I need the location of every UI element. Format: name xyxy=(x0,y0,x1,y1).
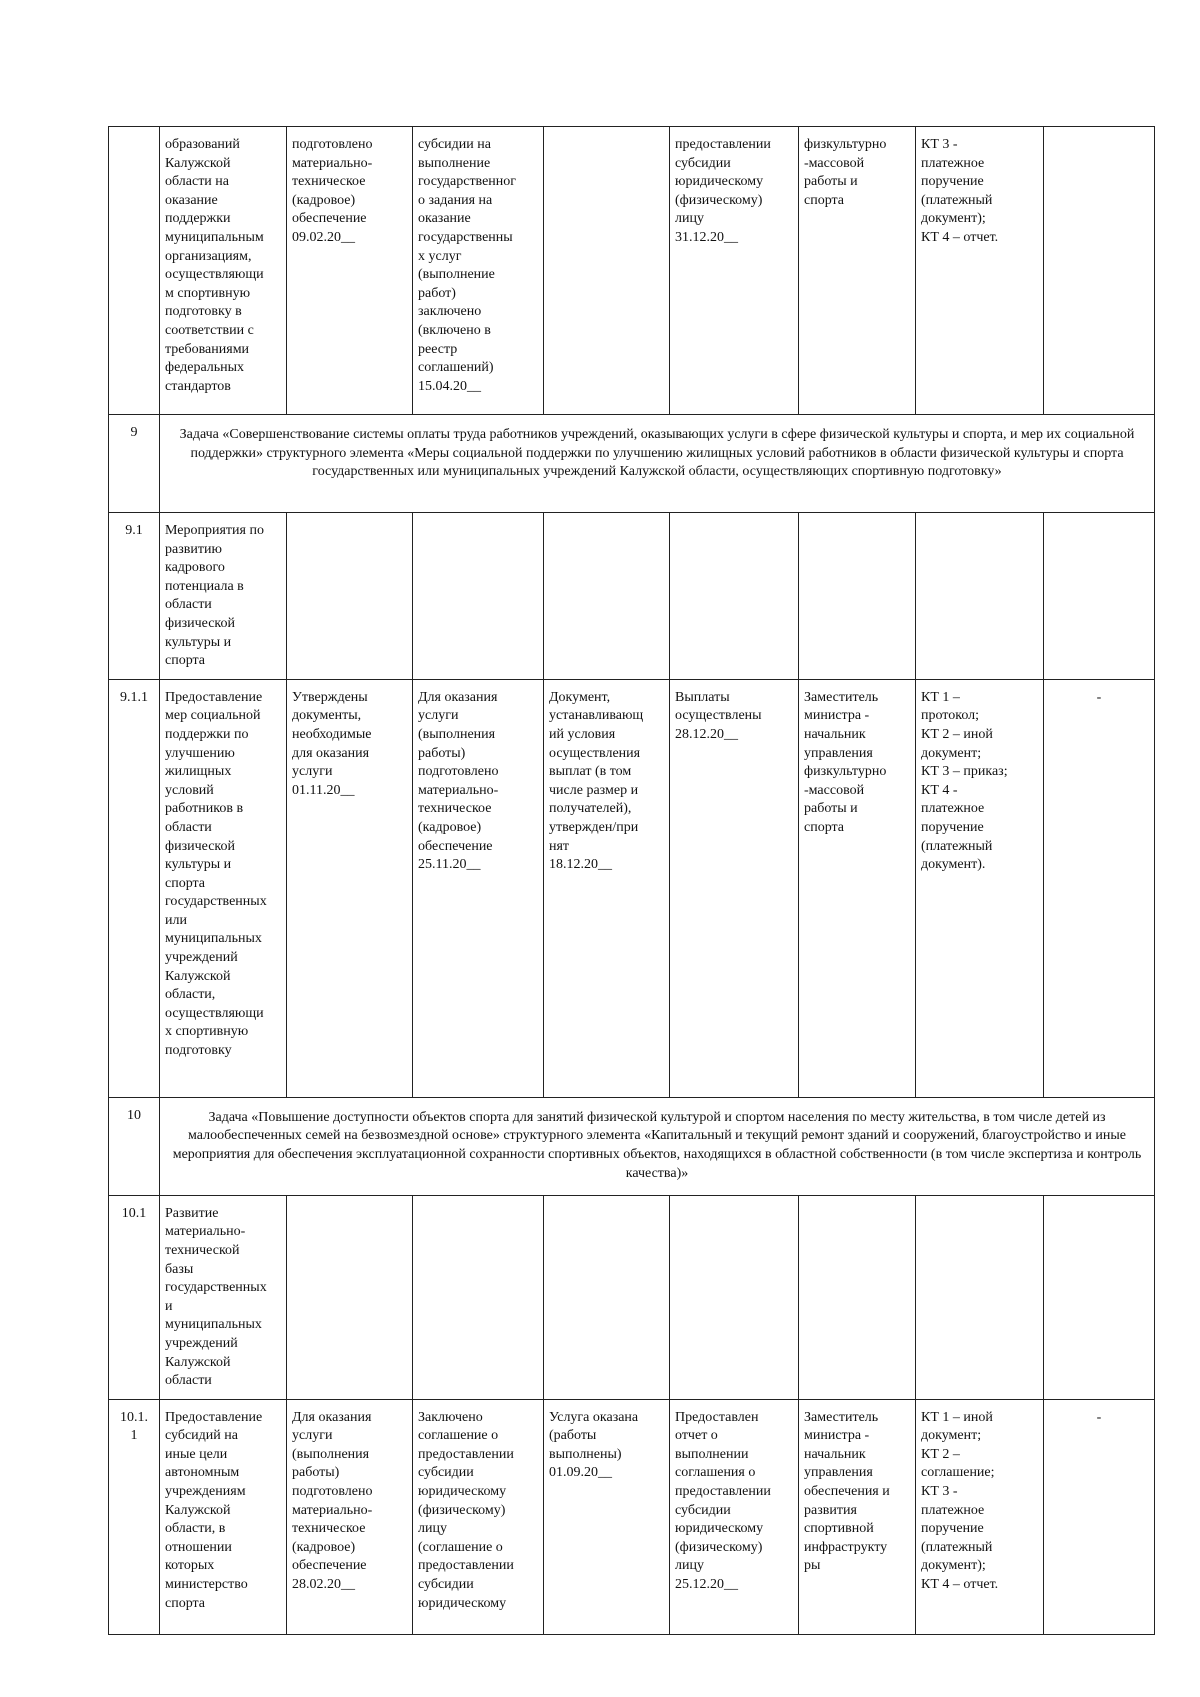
table-cell: физкультурно -массовой работы и спорта xyxy=(799,127,916,415)
table-cell xyxy=(544,127,670,415)
document-page xyxy=(108,126,1154,1635)
table-cell xyxy=(916,513,1044,680)
table-cell xyxy=(287,1195,413,1399)
table-cell: Выплаты осуществлены 28.12.20__ xyxy=(670,679,799,1097)
table-cell xyxy=(916,1195,1044,1399)
row-number xyxy=(109,127,160,415)
table-cell: КТ 1 – иной документ; КТ 2 – соглашение; КТ 3 - платежное поручение (платежный документ); КТ 4 – отчет. xyxy=(916,1399,1044,1634)
table-row xyxy=(109,1399,1155,1634)
table-row xyxy=(109,1195,1155,1399)
table-cell xyxy=(670,1195,799,1399)
table-cell: субсидии на выполнение государственног о задания на оказание государственны х услуг (выполнение работ) заключено (включено в реестр соглашений) 15.04.20__ xyxy=(413,127,544,415)
table-cell xyxy=(1044,513,1155,680)
table-row xyxy=(109,679,1155,1097)
task-description: Задача «Повышение доступности объектов спорта для занятий физической культурой и спортом населения по месту жительства, в том числе детей из малообеспеченных семей на безвозмездной основе» структурного элемента «Капитальный и текущий ремонт зданий и сооружений, благоустройство и иные мероприятия для обеспечения эксплуатационной сохранности спортивных объектов, находящихся в областной собственности (в том числе экспертиза и контроль качества)» xyxy=(160,1097,1155,1195)
table-cell: образований Калужской области на оказание поддержки муниципальным организациям, осуществляющи м спортивную подготовку в соответствии с требованиями федеральных стандартов xyxy=(160,127,287,415)
table-cell: Предоставлен отчет о выполнении соглашения о предоставлении субсидии юридическому (физическому) лицу 25.12.20__ xyxy=(670,1399,799,1634)
table-cell: Заместитель министра - начальник управления обеспечения и развития спортивной инфраструкту ры xyxy=(799,1399,916,1634)
plan-table xyxy=(108,126,1155,1635)
table-cell: предоставлении субсидии юридическому (физическому) лицу 31.12.20__ xyxy=(670,127,799,415)
table-cell xyxy=(544,1195,670,1399)
table-cell xyxy=(287,513,413,680)
table-cell: Предоставление мер социальной поддержки по улучшению жилищных условий работников в области физической культуры и спорта государственных или муниципальных учреждений Калужской области, осуществляющи х спортивную подготовку xyxy=(160,679,287,1097)
table-cell: - xyxy=(1044,679,1155,1097)
row-number: 10.1 xyxy=(109,1195,160,1399)
table-row xyxy=(109,127,1155,415)
task-number: 9 xyxy=(109,415,160,513)
task-row xyxy=(109,415,1155,513)
table-cell: Предоставление субсидий на иные цели автономным учреждениям Калужской области, в отношении которых министерство спорта xyxy=(160,1399,287,1634)
table-cell: Утверждены документы, необходимые для оказания услуги 01.11.20__ xyxy=(287,679,413,1097)
table-cell xyxy=(670,513,799,680)
table-cell: КТ 3 - платежное поручение (платежный документ); КТ 4 – отчет. xyxy=(916,127,1044,415)
table-cell: - xyxy=(1044,1399,1155,1634)
task-description: Задача «Совершенствование системы оплаты труда работников учреждений, оказывающих услуги в сфере физической культуры и спорта, и мер их социальной поддержки» структурного элемента «Меры социальной поддержки по улучшению жилищных условий работников в области физической культуры и спорта государственных или муниципальных учреждений Калужской области, осуществляющих спортивную подготовку» xyxy=(160,415,1155,513)
task-number: 10 xyxy=(109,1097,160,1195)
table-cell: Услуга оказана (работы выполнены) 01.09.20__ xyxy=(544,1399,670,1634)
table-cell: Развитие материально- технической базы государственных и муниципальных учреждений Калужской области xyxy=(160,1195,287,1399)
task-row xyxy=(109,1097,1155,1195)
table-cell xyxy=(1044,1195,1155,1399)
table-cell: Документ, устанавливающ ий условия осуществления выплат (в том числе размер и получателей), утвержден/при нят 18.12.20__ xyxy=(544,679,670,1097)
table-row xyxy=(109,513,1155,680)
table-cell: Мероприятия по развитию кадрового потенциала в области физической культуры и спорта xyxy=(160,513,287,680)
row-number: 9.1 xyxy=(109,513,160,680)
table-cell xyxy=(799,513,916,680)
table-cell xyxy=(1044,127,1155,415)
table-cell xyxy=(544,513,670,680)
row-number: 10.1. 1 xyxy=(109,1399,160,1634)
table-cell: Для оказания услуги (выполнения работы) подготовлено материально- техническое (кадровое) обеспечение 28.02.20__ xyxy=(287,1399,413,1634)
table-cell xyxy=(413,513,544,680)
table-cell: Заключено соглашение о предоставлении субсидии юридическому (физическому) лицу (соглашение о предоставлении субсидии юридическому xyxy=(413,1399,544,1634)
row-number: 9.1.1 xyxy=(109,679,160,1097)
table-cell: Для оказания услуги (выполнения работы) подготовлено материально- техническое (кадровое) обеспечение 25.11.20__ xyxy=(413,679,544,1097)
table-cell xyxy=(799,1195,916,1399)
table-cell: подготовлено материально- техническое (кадровое) обеспечение 09.02.20__ xyxy=(287,127,413,415)
table-cell: Заместитель министра - начальник управления физкультурно -массовой работы и спорта xyxy=(799,679,916,1097)
table-cell xyxy=(413,1195,544,1399)
table-cell: КТ 1 – протокол; КТ 2 – иной документ; КТ 3 – приказ; КТ 4 - платежное поручение (платежный документ). xyxy=(916,679,1044,1097)
table-body xyxy=(109,127,1155,1635)
